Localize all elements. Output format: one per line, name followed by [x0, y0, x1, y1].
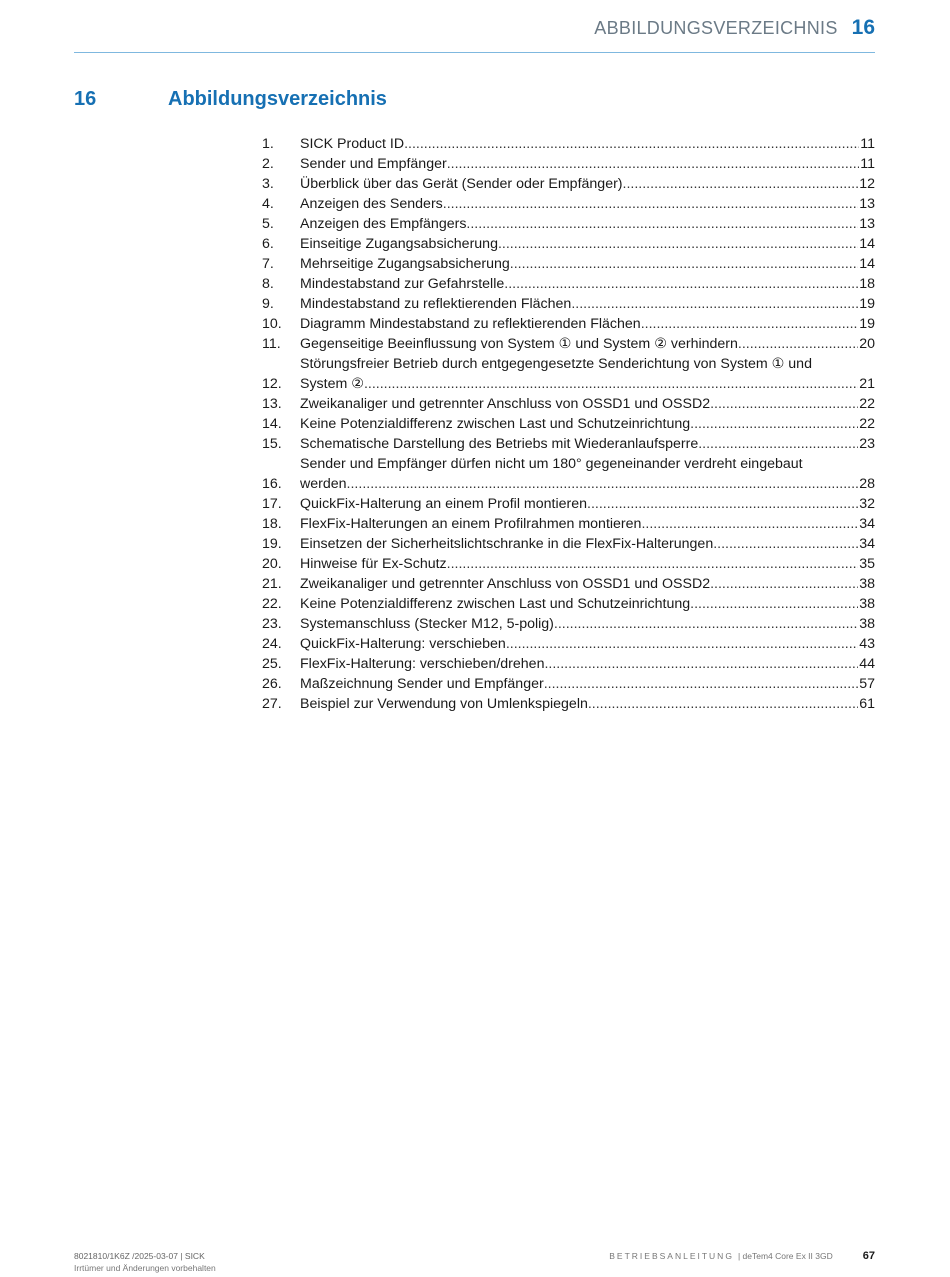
toc-entry-page: 11 [860, 136, 875, 152]
footer-disclaimer: Irrtümer und Änderungen vorbehalten [74, 1263, 216, 1273]
toc-entry[interactable] [262, 294, 875, 314]
toc-entry-title: Zweikanaliger und getrennter Anschluss von OSSD1 und OSSD2 [300, 396, 711, 412]
toc-entry[interactable] [262, 234, 875, 254]
toc-entry-number: 16. [262, 476, 282, 492]
toc-entry-page: 28 [859, 476, 875, 492]
toc-leader-dots [588, 694, 858, 714]
toc-entry-number: 10. [262, 316, 282, 332]
toc-entry-number: 17. [262, 496, 282, 512]
toc-leader-dots [641, 514, 858, 534]
toc-leader-dots [690, 594, 858, 614]
toc-leader-dots [710, 574, 858, 594]
toc-entry[interactable] [262, 454, 875, 494]
toc-entry-page: 23 [859, 436, 875, 452]
chapter-title: Abbildungsverzeichnis [168, 88, 387, 110]
toc-entry[interactable] [262, 494, 875, 514]
footer-right [609, 1250, 875, 1262]
toc-entry-title: FlexFix-Halterungen an einem Profilrahmen montieren [300, 516, 642, 532]
toc-entry-number: 19. [262, 536, 282, 552]
toc-entry-title: Diagramm Mindestabstand zu reflektierenden Flächen [300, 316, 641, 332]
toc-entry-title: Gegenseitige Beeinflussung von System ① und System ② verhindern [300, 336, 738, 352]
running-header [594, 16, 875, 44]
toc-entry-page: 21 [859, 376, 875, 392]
toc-entry-page: 11 [860, 156, 875, 172]
toc-entry-title: QuickFix-Halterung an einem Profil montieren [300, 496, 588, 512]
toc-entry-title: Einsetzen der Sicherheitslichtschranke in die FlexFix-Halterungen [300, 536, 714, 552]
footer-product: | deTem4 Core Ex II 3GD [737, 1251, 833, 1261]
toc-leader-dots [404, 134, 859, 154]
toc-leader-dots [623, 174, 859, 194]
toc-leader-dots [447, 154, 860, 174]
toc-entry-number: 21. [262, 576, 282, 592]
toc-entry-page: 14 [859, 236, 875, 252]
toc-entry-page: 43 [859, 636, 875, 652]
toc-entry[interactable] [262, 574, 875, 594]
toc-entry-title-continuation: werden [300, 476, 347, 492]
toc-entry-title: SICK Product ID [300, 136, 405, 152]
toc-entry[interactable] [262, 434, 875, 454]
toc-leader-dots [506, 634, 858, 654]
toc-entry-page: 19 [859, 296, 875, 312]
footer-left [74, 1250, 216, 1274]
toc-leader-dots [364, 374, 858, 394]
toc-leader-dots [690, 414, 858, 434]
footer-page-number: 67 [862, 1250, 875, 1262]
toc-leader-dots [443, 194, 858, 214]
toc-entry-number: 23. [262, 616, 282, 632]
toc-entry[interactable] [262, 534, 875, 554]
toc-entry-title: Systemanschluss (Stecker M12, 5-polig) [300, 616, 554, 632]
toc-entry[interactable] [262, 694, 875, 714]
toc-leader-dots [713, 534, 858, 554]
toc-entry-number: 14. [262, 416, 282, 432]
figure-list [262, 134, 875, 714]
toc-entry-number: 22. [262, 596, 282, 612]
toc-entry-title: Beispiel zur Verwendung von Umlenkspiegeln [300, 696, 588, 712]
toc-entry-title-continuation: System ② [300, 376, 364, 392]
running-header-number: 16 [851, 16, 875, 39]
toc-entry-title: Anzeigen des Senders [300, 196, 443, 212]
toc-entry-number: 20. [262, 556, 282, 572]
toc-entry-title: Mindestabstand zu reflektierenden Flächen [300, 296, 572, 312]
toc-entry-page: 12 [859, 176, 875, 192]
toc-entry-title: FlexFix-Halterung: verschieben/drehen [300, 656, 545, 672]
toc-leader-dots [447, 554, 859, 574]
toc-entry-page: 13 [859, 196, 875, 212]
toc-entry-number: 2. [262, 156, 274, 172]
toc-entry-page: 34 [859, 516, 875, 532]
toc-entry-page: 57 [859, 676, 875, 692]
toc-entry-title: Mindestabstand zur Gefahrstelle [300, 276, 505, 292]
toc-entry-title: Sender und Empfänger [300, 156, 447, 172]
toc-entry-number: 9. [262, 296, 274, 312]
toc-entry-title: Einseitige Zugangsabsicherung [300, 236, 498, 252]
toc-entry-title: Sender und Empfänger dürfen nicht um 180° gegeneinander verdreht eingebaut [300, 456, 803, 472]
toc-entry-page: 44 [859, 656, 875, 672]
toc-entry-title: Schematische Darstellung des Betriebs mit Wiederanlaufsperre [300, 436, 699, 452]
toc-entry-page: 22 [859, 416, 875, 432]
toc-entry[interactable] [262, 354, 875, 394]
toc-leader-dots [710, 394, 858, 414]
running-header-title: ABBILDUNGSVERZEICHNIS [594, 18, 838, 38]
header-divider [74, 52, 875, 53]
toc-entry-title: Mehrseitige Zugangsabsicherung [300, 256, 510, 272]
toc-leader-dots [554, 614, 858, 634]
toc-leader-dots [544, 674, 859, 694]
toc-leader-dots [641, 314, 859, 334]
toc-entry-number: 13. [262, 396, 282, 412]
toc-leader-dots [587, 494, 858, 514]
toc-leader-dots [498, 234, 858, 254]
toc-entry[interactable] [262, 254, 875, 274]
toc-entry-title: Anzeigen des Empfängers [300, 216, 467, 232]
toc-entry[interactable] [262, 394, 875, 414]
toc-entry-page: 38 [859, 576, 875, 592]
toc-leader-dots [504, 274, 858, 294]
toc-entry-number: 26. [262, 676, 282, 692]
toc-entry-page: 22 [859, 396, 875, 412]
toc-entry[interactable] [262, 314, 875, 334]
toc-leader-dots [571, 294, 858, 314]
toc-entry-title: QuickFix-Halterung: verschieben [300, 636, 506, 652]
toc-entry[interactable] [262, 174, 875, 194]
toc-leader-dots [544, 654, 858, 674]
toc-entry-page: 38 [859, 616, 875, 632]
toc-entry[interactable] [262, 654, 875, 674]
toc-entry-number: 5. [262, 216, 274, 232]
toc-entry-number: 4. [262, 196, 274, 212]
toc-entry[interactable] [262, 634, 875, 654]
toc-entry[interactable] [262, 334, 875, 354]
toc-entry-page: 14 [859, 256, 875, 272]
toc-entry[interactable] [262, 214, 875, 234]
toc-entry-title: Hinweise für Ex-Schutz [300, 556, 447, 572]
chapter-number: 16 [74, 88, 97, 110]
toc-entry[interactable] [262, 614, 875, 634]
footer-doc-code: 8021810/1K6Z /2025-03-07 | SICK [74, 1251, 205, 1261]
toc-entry-page: 38 [859, 596, 875, 612]
toc-entry-page: 19 [859, 316, 875, 332]
toc-entry[interactable] [262, 674, 875, 694]
toc-entry-page: 34 [859, 536, 875, 552]
toc-entry-number: 8. [262, 276, 274, 292]
toc-leader-dots [738, 334, 858, 354]
toc-entry[interactable] [262, 414, 875, 434]
toc-entry[interactable] [262, 514, 875, 534]
toc-entry[interactable] [262, 154, 875, 174]
footer-doc-type: BETRIEBSANLEITUNG [609, 1251, 734, 1261]
toc-leader-dots [347, 474, 859, 494]
toc-entry-number: 6. [262, 236, 274, 252]
toc-entry-title: Überblick über das Gerät (Sender oder Empfänger) [300, 176, 623, 192]
toc-entry[interactable] [262, 274, 875, 294]
toc-leader-dots [510, 254, 858, 274]
toc-entry-number: 18. [262, 516, 282, 532]
toc-entry-title: Störungsfreier Betrieb durch entgegengesetzte Senderichtung von System ① und [300, 356, 812, 372]
toc-entry-page: 20 [859, 336, 875, 352]
toc-leader-dots [698, 434, 858, 454]
toc-entry-page: 35 [859, 556, 875, 572]
toc-entry-number: 24. [262, 636, 282, 652]
toc-entry-page: 18 [859, 276, 875, 292]
toc-entry[interactable] [262, 194, 875, 214]
toc-entry-number: 7. [262, 256, 274, 272]
toc-entry-number: 3. [262, 176, 274, 192]
toc-entry-number: 25. [262, 656, 282, 672]
toc-entry-number: 1. [262, 136, 274, 152]
toc-entry-title: Maßzeichnung Sender und Empfänger [300, 676, 544, 692]
toc-entry-number: 27. [262, 696, 282, 712]
toc-entry-page: 13 [859, 216, 875, 232]
toc-entry-page: 61 [859, 696, 875, 712]
toc-entry-number: 15. [262, 436, 282, 452]
toc-leader-dots [466, 214, 858, 234]
toc-entry[interactable] [262, 554, 875, 574]
toc-entry-title: Zweikanaliger und getrennter Anschluss von OSSD1 und OSSD2 [300, 576, 711, 592]
toc-entry-number: 12. [262, 376, 282, 392]
toc-entry-title: Keine Potenzialdifferenz zwischen Last und Schutzeinrichtung [300, 416, 691, 432]
toc-entry[interactable] [262, 594, 875, 614]
toc-entry[interactable] [262, 134, 875, 154]
toc-entry-page: 32 [859, 496, 875, 512]
toc-entry-number: 11. [262, 336, 281, 352]
toc-entry-title: Keine Potenzialdifferenz zwischen Last und Schutzeinrichtung [300, 596, 691, 612]
